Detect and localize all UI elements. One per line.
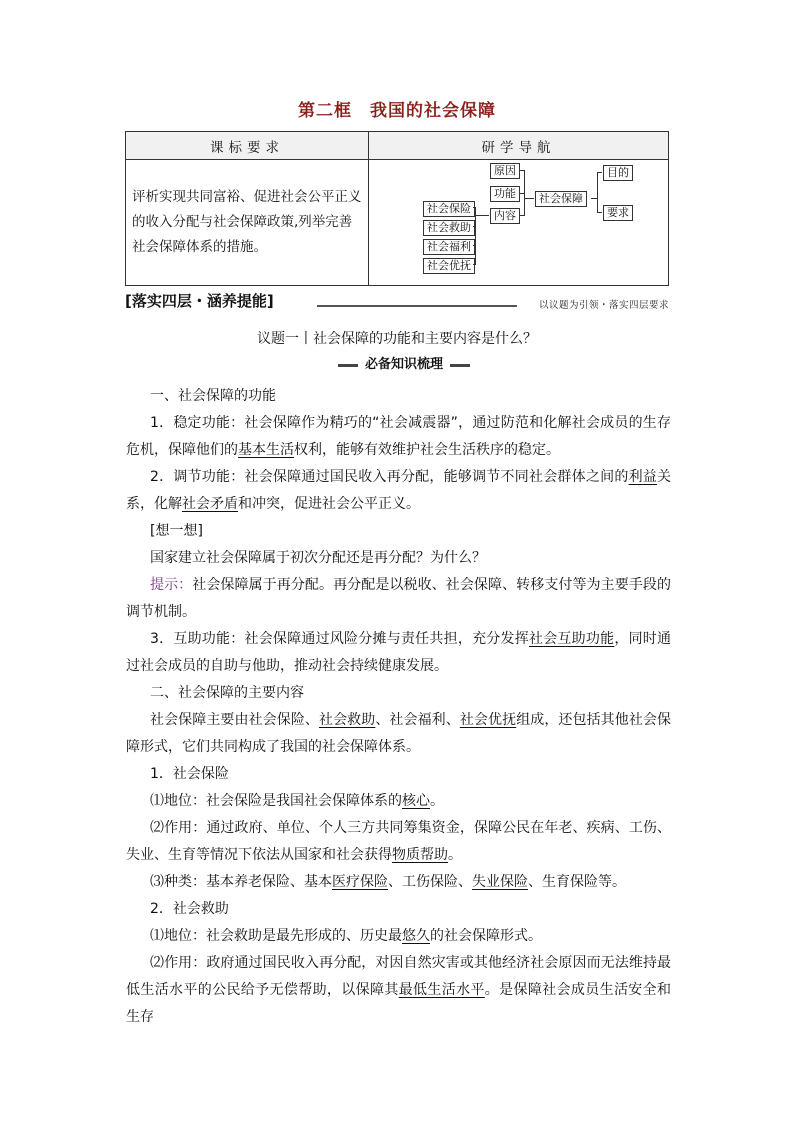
heading-functions: 一、社会保障的功能: [150, 388, 276, 404]
mindmap-branch-purpose: 目的: [603, 165, 633, 181]
insurance-role: ⑵作用：通过政府、单位、个人三方共同筹集资金，保障公民在年老、疾病、工伤、失业、生育等情况下依法从国家和社会获得物质帮助。: [126, 820, 671, 863]
issue-heading: 议题一丨社会保障的功能和主要内容是什么？: [257, 331, 537, 347]
section-banner: [125, 290, 669, 312]
hint-label: 提示：: [150, 577, 193, 593]
mindmap-branch-requirement: 要求: [603, 205, 633, 221]
heading-contents: 二、社会保障的主要内容: [150, 685, 304, 701]
mindmap-center: 社会保障: [535, 191, 587, 207]
mindmap-item-special-care: 社会优抚: [423, 258, 475, 274]
paragraph-regulation: 2．调节功能：社会保障通过国民收入再分配，能够调节不同社会群体之间的利益关系，化解社会矛盾和冲突，促进社会公平正义。: [126, 469, 672, 512]
knowledge-section-header: [338, 356, 470, 374]
mindmap-item-welfare: 社会福利: [423, 239, 475, 255]
hint-paragraph: 提示：社会保障属于再分配。再分配是以税收、社会保障、转移支付等为主要手段的调节机制。: [126, 577, 671, 620]
insurance-status: ⑴地位：社会保险是我国社会保障体系的核心。: [150, 793, 444, 809]
mindmap: [369, 160, 669, 286]
requirements-header: 课标要求: [126, 132, 369, 160]
mindmap-item-insurance: 社会保险: [423, 201, 475, 217]
banner-title: [落实四层・涵养提能]: [125, 292, 274, 310]
mindmap-branch-function: 功能: [490, 186, 520, 202]
knowledge-section-label: 必备知识梳理: [364, 357, 443, 372]
requirement-text: 评析实现共同富裕、促进社会公平正义的收入分配与社会保障政策,列举完善社会保障体系的措施。: [126, 160, 369, 286]
paragraph-mutual-aid: 3．互助功能：社会保障通过风险分摊与责任共担，充分发挥社会互助功能，同时通过社会成员的自助与他助，推动社会持续健康发展。: [126, 631, 672, 674]
paragraph-stability: 1．稳定功能：社会保障作为精巧的“社会减震器”，通过防范和化解社会成员的生存危机，保障他们的基本生活权利，能够有效维护社会生活秩序的稳定。: [126, 415, 671, 458]
paragraph-composition: 社会保障主要由社会保险、社会救助、社会福利、社会优抚组成，还包括其他社会保障形式，它们共同构成了我国的社会保障体系。: [126, 712, 672, 755]
think-question: 国家建立社会保障属于初次分配还是再分配？为什么？: [150, 550, 486, 566]
assistance-role: ⑵作用：政府通过国民收入再分配，对因自然灾害或其他经济社会原因而无法维持最低生活水平的公民给予无偿帮助，以保障其最低生活水平。是保障社会成员生活安全和生存: [126, 955, 672, 1025]
mindmap-item-assistance: 社会救助: [423, 220, 475, 236]
banner-rule: [317, 305, 517, 307]
assistance-status: ⑴地位：社会救助是最先形成的、历史最悠久的社会保障形式。: [150, 928, 542, 944]
think-label: [想一想]: [150, 523, 203, 539]
main-content: [126, 383, 671, 1031]
banner-subtitle: 以议题为引领・落实四层要求: [538, 300, 669, 311]
mindmap-branch-reason: 原因: [490, 163, 520, 179]
study-guide-header: 研学导航: [369, 132, 669, 160]
page-title: 第二框 我国的社会保障: [298, 101, 496, 121]
subheading-insurance: 1．社会保险: [150, 766, 229, 782]
mindmap-branch-content: 内容: [490, 208, 520, 224]
subheading-assistance: 2．社会救助: [150, 901, 229, 917]
curriculum-table: [125, 131, 669, 286]
insurance-types: ⑶种类：基本养老保险、基本医疗保险、工伤保险、失业保险、生育保险等。: [150, 874, 626, 890]
